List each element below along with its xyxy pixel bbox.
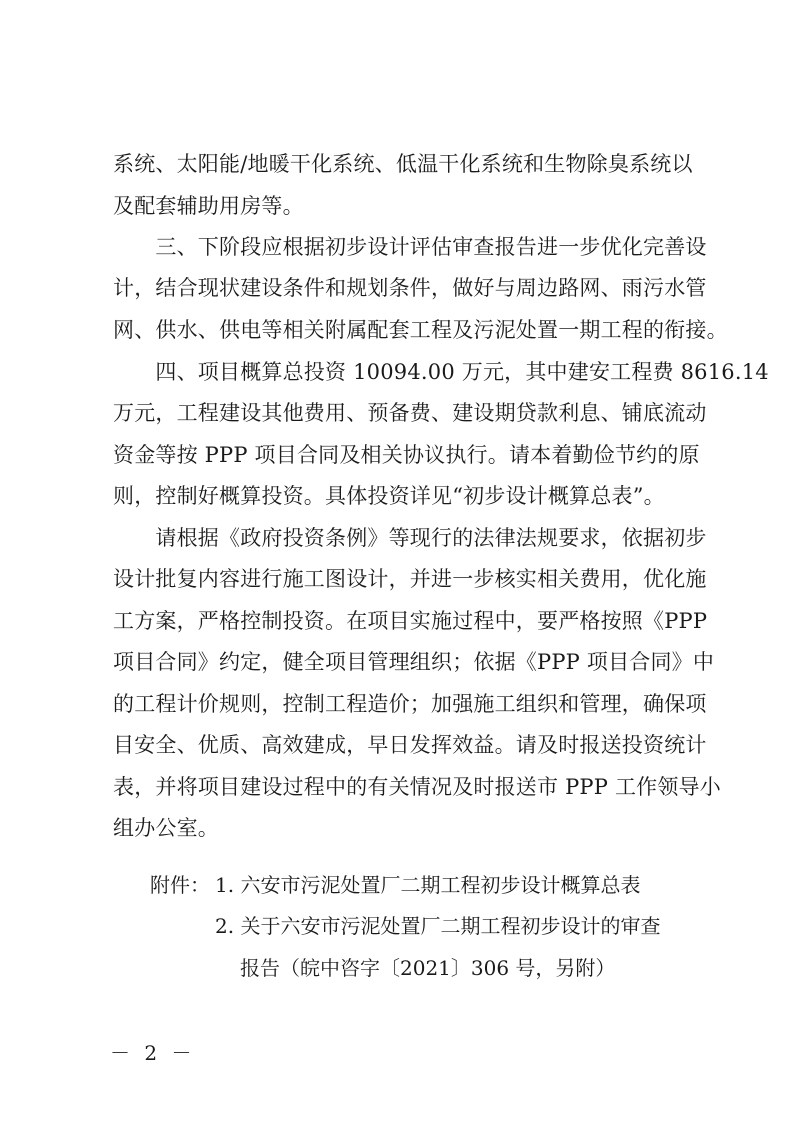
attachment-item-1: 1. 六安市污泥处置厂二期工程初步设计概算总表	[215, 873, 641, 897]
body-line-2: 及配套辅助用房等。	[113, 194, 304, 218]
page-number: － 2 －	[110, 1041, 196, 1065]
attachment-item-2-line-1: 2. 关于六安市污泥处置厂二期工程初步设计的审查	[215, 914, 661, 938]
body-line-4: 计，结合现状建设条件和规划条件，做好与周边路网、雨污水管	[113, 276, 707, 300]
body-line-1: 系统、太阳能/地暖干化系统、低温干化系统和生物除臭系统以	[113, 152, 693, 176]
body-line-3: 三、下阶段应根据初步设计评估审查报告进一步优化完善设	[113, 235, 707, 259]
attachments-label: 附件：	[150, 873, 210, 897]
body-line-10: 请根据《政府投资条例》等现行的法律法规要求，依据初步	[113, 526, 707, 550]
body-line-7: 万元，工程建设其他费用、预备费、建设期贷款利息、铺底流动	[113, 401, 707, 425]
body-line-15: 目安全、优质、高效建成，早日发挥效益。请及时报送投资统计	[113, 733, 707, 757]
body-line-14: 的工程计价规则，控制工程造价；加强施工组织和管理，确保项	[113, 692, 707, 716]
body-line-13: 项目合同》约定，健全项目管理组织；依据《PPP 项目合同》中	[113, 650, 715, 674]
body-line-11: 设计批复内容进行施工图设计，并进一步核实相关费用，优化施	[113, 567, 707, 591]
body-line-17: 组办公室。	[113, 816, 219, 840]
body-line-8: 资金等按 PPP 项目合同及相关协议执行。请本着勤俭节约的原	[113, 443, 700, 467]
body-line-6: 四、项目概算总投资 10094.00 万元，其中建安工程费 8616.14	[113, 360, 769, 384]
body-line-5: 网、供水、供电等相关附属配套工程及污泥处置一期工程的衔接。	[113, 318, 728, 342]
body-line-16: 表，并将项目建设过程中的有关情况及时报送市 PPP 工作领导小	[113, 775, 721, 799]
body-line-12: 工方案，严格控制投资。在项目实施过程中，要严格按照《PPP	[113, 609, 708, 633]
body-line-9: 则，控制好概算投资。具体投资详见“初步设计概算总表”。	[113, 484, 665, 508]
attachment-item-2-line-2: 报告（皖中咨字〔2021〕306 号，另附）	[240, 956, 616, 980]
